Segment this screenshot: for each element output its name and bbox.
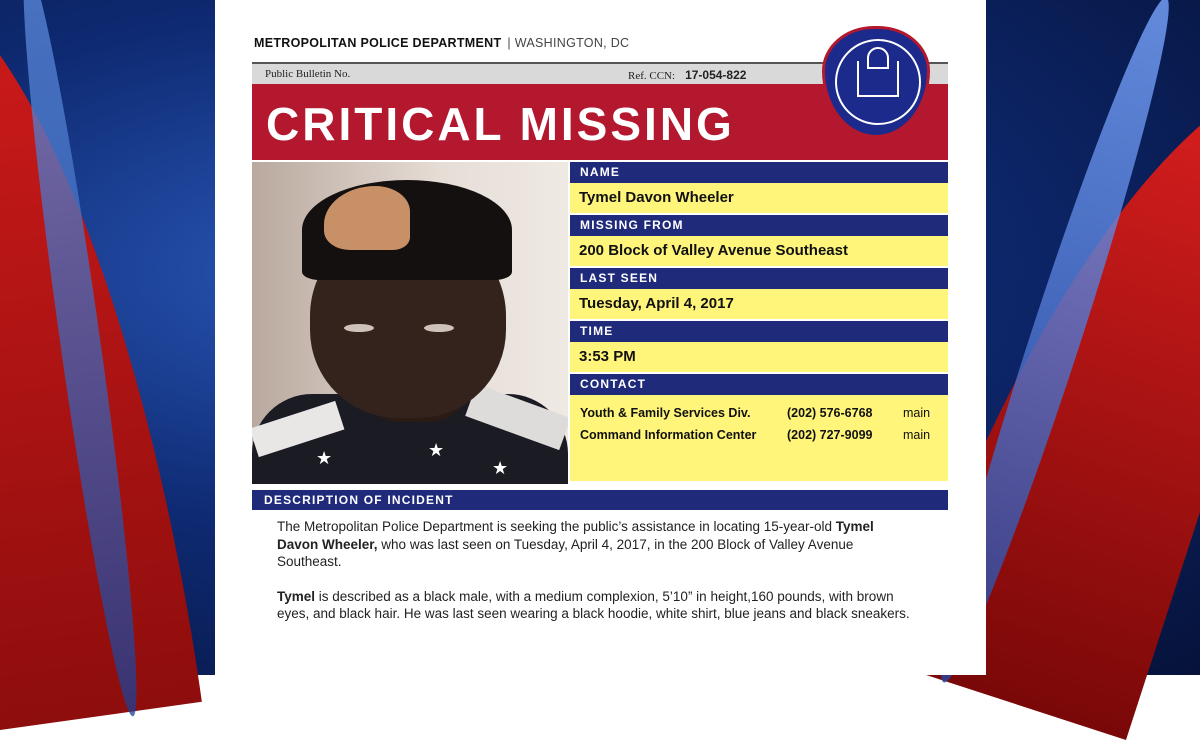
person-name: Tymel [277, 588, 316, 604]
star-icon: ★ [316, 448, 333, 468]
ref-value: 17-054-822 [685, 68, 747, 82]
department-location: | WASHINGTON, DC [507, 36, 630, 50]
contact-suffix: main [903, 428, 931, 442]
photo-eye [344, 324, 374, 332]
department-header [254, 36, 629, 50]
bulletin-page [215, 0, 986, 675]
text-run: The Metropolitan Police Department is seeking the public’s assistance in locating 15-year-old [277, 519, 836, 534]
missing-person-photo [252, 162, 568, 484]
description-body [277, 518, 917, 640]
contact-name: Youth & Family Services Div. [580, 406, 751, 420]
last-seen-value: Tuesday, April 4, 2017 [570, 289, 948, 319]
missing-from-value: 200 Block of Valley Avenue Southeast [570, 236, 948, 266]
text-run: is described as a black male, with a medium complexion, 5’10” in height,160 pounds, with brown eyes, and black hair. He was last seen wearing a black hoodie, white shirt, blue jeans and black sneakers. [277, 588, 910, 621]
star-icon: ★ [492, 458, 509, 478]
contact-row [580, 428, 948, 450]
name-value: Tymel Davon Wheeler [570, 183, 948, 213]
photo-eye [424, 324, 454, 332]
time-label: TIME [570, 321, 948, 342]
page-title: CRITICAL MISSING [266, 98, 735, 150]
star-icon: ★ [428, 440, 445, 460]
info-panel [570, 162, 948, 481]
person-name: Tymel Davon Wheeler, [277, 519, 874, 552]
description-paragraph-2 [277, 588, 917, 623]
missing-from-label: MISSING FROM [570, 215, 948, 236]
contact-label: CONTACT [570, 374, 948, 395]
text-run: who was last seen on Tuesday, April 4, 2017, in the 200 Block of Valley Avenue Southeast. [277, 536, 854, 569]
contact-phone: (202) 727-9099 [787, 428, 873, 442]
reference [628, 68, 746, 82]
time-value: 3:53 PM [570, 342, 948, 372]
department-name: METROPOLITAN POLICE DEPARTMENT [254, 36, 502, 50]
description-paragraph-1 [277, 518, 917, 571]
seal-building [857, 61, 899, 97]
last-seen-label: LAST SEEN [570, 268, 948, 289]
description-header: DESCRIPTION OF INCIDENT [252, 490, 948, 510]
ref-label: Ref. CCN: [628, 70, 676, 82]
contact-phone: (202) 576-6768 [787, 406, 873, 420]
contact-name: Command Information Center [580, 428, 757, 442]
bulletin-label: Public Bulletin No. [265, 68, 351, 80]
contact-suffix: main [903, 406, 931, 420]
contact-row [580, 406, 948, 428]
name-label: NAME [570, 162, 948, 183]
contact-box [570, 395, 948, 481]
